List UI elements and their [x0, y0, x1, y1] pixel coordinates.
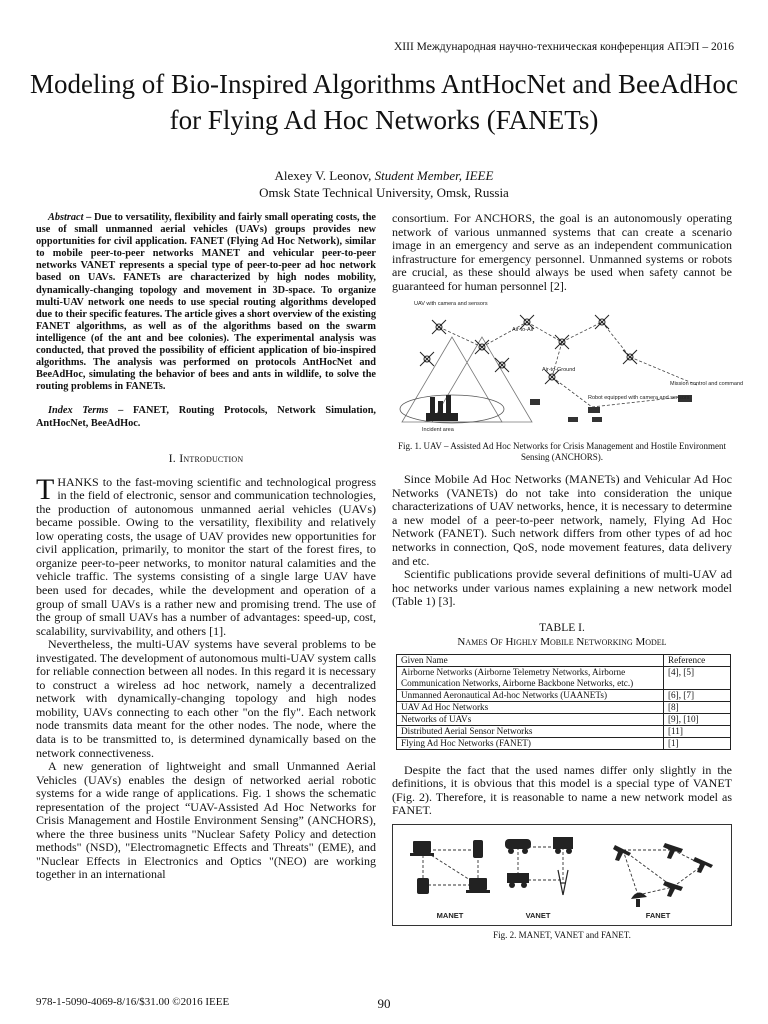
figure-1-svg [392, 297, 744, 437]
figure-2-network-types [392, 824, 732, 926]
satellite-dish-icon [631, 892, 647, 907]
index-terms-lead: Index Terms [48, 405, 109, 417]
intro-paragraph-3: A new generation of lightweight and small Unmanned Aerial Vehicles (UAVs) enables the design of networked aerial robotic systems for a wide range of applications. Fig. 1 shows the schematic representation of the project “UAV-Assisted Ad Hoc Networks for Crisis Management and Hostile Environment Sensing” (ANCHORS), where the three business units "Nuclear Safety Policy and detection methods" (NSD), "Electromagnetic Effects and Threats" (EME), and "Nuclear Effects in Electronics and Optics "(NEO) are working together in an international [36, 759, 376, 882]
table-header-cell: Reference [664, 654, 731, 666]
author-name: Alexey V. Leonov, [274, 168, 372, 183]
fig1-label-robot: Robot equipped with camera and sensors [588, 395, 690, 402]
author-role: Student Member, IEEE [374, 168, 494, 183]
table-header-cell: Given Name [397, 654, 664, 666]
fig1-label-uav: UAV with camera and sensors [414, 301, 488, 308]
intro-paragraph-2: Nevertheless, the multi-UAV systems have several problems to be investigated. The development of autonomous multi-UAV system calls for reliable connection between all nodes. In this regard it is necessary to construct a wireless ad hoc network, namely a decentralized network with dynamically-changing topology and high nodes mobility, UAVs connecting to each other "on the fly". Each network node transmits data meant for the other nodes. The node, where the data is to be transmitted to, is determined dynamically based on the network connectiveness. [36, 637, 376, 760]
firetruck-icon [507, 873, 529, 888]
section-heading-introduction: I. Introduction [168, 450, 244, 465]
fig2-label-fanet: FANET [645, 910, 671, 920]
uav-icon [663, 843, 683, 859]
right-paragraph-3: Scientific publications provide several definitions of multi-UAV ad hoc networks under various names explaining a new network model (Table 1) [3]. [392, 567, 732, 609]
table-row [397, 713, 731, 725]
intro-paragraph-1-text: HANKS to the fast-moving scientific and technological progress in the field of electronic, sensor and communication technologies, the production of autonomous unmanned aerial vehicles (UAVs) became possible. Owing to the versatility, flexibility and relatively low operating costs, the usage of UAV provides new opportunities for civil application, primarily, to monitor the start of the forest fires, to organize peer-to-peer networks, to monitor natural calamities and the vehicle traffic. The systems consisting of a single large UAV have been used for decades, while the development and operation of a group of small UAVs is a rather new and promising trend. The use of the group of small UAVs has a number of advantages: speed-up, cost, scalability, survivability, and others [1]. [36, 474, 376, 638]
figure-2-svg [393, 825, 731, 925]
fig2-label-manet: MANET [436, 910, 464, 920]
table-cell: Networks of UAVs [397, 713, 664, 725]
table-header-row [397, 654, 731, 666]
drone-icon [432, 320, 446, 334]
tablet-icon [417, 878, 429, 894]
index-terms-text: – FANET, Routing Protocols, Network Simulation, AntHocNet, BeeAdHoc. [36, 405, 376, 429]
table-cell: [9], [10] [664, 713, 731, 725]
conference-header: XIII Международная научно-техническая конференция АПЭП – 2016 [394, 41, 734, 53]
abstract-lead: Abstract [48, 212, 84, 223]
abstract [36, 212, 376, 393]
uav-icon [693, 857, 713, 873]
table-cell: [8] [664, 701, 731, 713]
fig2-label-vanet: VANET [525, 910, 551, 920]
table-row [397, 689, 731, 701]
author-line [0, 168, 768, 184]
figure-2-caption: Fig. 2. MANET, VANET and FANET. [493, 929, 631, 940]
table-cell: Airborne Networks (Airborne Telemetry Networks, Airborne Communication Networks, Airborne Backbone Networks, etc.) [397, 666, 664, 689]
right-column [392, 211, 744, 951]
laptop-icon [466, 878, 490, 893]
car-icon [505, 839, 531, 854]
laptop-icon [410, 841, 434, 856]
table-cell: [11] [664, 725, 731, 737]
paper-title: Modeling of Bio-Inspired Algorithms AntHocNet and BeeAdHoc for Flying Ad Hoc Networks (FANETs) [30, 69, 738, 135]
table-cell: UAV Ad Hoc Networks [397, 701, 664, 713]
table-title: TABLE I. [539, 621, 585, 634]
uav-icon [663, 881, 683, 897]
table-row [397, 701, 731, 713]
author-affiliation: Omsk State Technical University, Omsk, Russia [259, 185, 509, 200]
fig1-label-incident: Incident area [422, 427, 454, 434]
table-row [397, 666, 731, 689]
table-row [397, 725, 731, 737]
phone-icon [473, 840, 483, 858]
table-cell: Distributed Aerial Sensor Networks [397, 725, 664, 737]
right-paragraph-4: Despite the fact that the used names differ only slightly in the definitions, it is obvious that this model is a special type of VANET (Fig. 2). Therefore, it is reasonable to name a new network model as FANET. [392, 762, 732, 818]
figure-1-anchors-diagram [392, 297, 744, 437]
table-subtitle: Names Of Highly Mobile Networking Model [457, 635, 667, 648]
fig1-label-air-to-air: Air-to-Air [512, 327, 534, 334]
table-cell: [1] [664, 737, 731, 749]
table-cell: Flying Ad Hoc Networks (FANET) [397, 737, 664, 749]
truck-icon [553, 837, 573, 854]
page-number: 90 [377, 996, 391, 1011]
index-terms [36, 405, 376, 429]
uav-icon [613, 845, 631, 861]
left-column [36, 212, 376, 882]
table-cell: [6], [7] [664, 689, 731, 701]
names-table [396, 654, 731, 750]
table-cell: [4], [5] [664, 666, 731, 689]
table-row [397, 737, 731, 749]
drop-cap: T [36, 472, 55, 506]
intro-paragraph-1 [36, 472, 376, 639]
right-paragraph-1: consortium. For ANCHORS, the goal is an autonomously operating network of various unmanned systems that can create a scenario image in an emergency and serve as an independent communication infrastructure for emergency personnel. Unmanned systems or robots are crucial, as these should always be used when safety cannot be guaranteed for human personnel [2]. [392, 211, 732, 293]
abstract-text: – Due to versatility, flexibility and fairly small operating costs, the use of small unmanned aerial vehicles (UAVs) groups provides new opportunities for civil application. FANET (Flying Ad Hoc Network), similar to mobile peer-to-peer networks MANET and vehicular peer-to-peer networks VANET represents a special type of peer-to-peer ad hoc network based on UAVs. FANETs are characterized by high nodes mobility, dynamically-changing topology and movement in 3D-space. To organize multi-UAV network one needs to use special routing algorithms developed due to their specific features. The article gives a short overview of the existing FANET algorithms, as well as of the algorithms based on the swarm intelligence (of the ant and bee colonies). The experimental analysis was conducted, that proved the possibility of efficient application of bio-inspired algorithms. The analysis was performed on protocols AntHocNet and BeeAdHoc, simulating the behavior of bees and ants in wildlife, to solve the routing problems in FANETs. [36, 212, 376, 393]
table-cell: Unmanned Aeronautical Ad-hoc Networks (UAANETs) [397, 689, 664, 701]
figure-1-caption: Fig. 1. UAV – Assisted Ad Hoc Networks for Crisis Management and Hostile Environment Sensing (ANCHORS). [398, 441, 726, 463]
fig1-label-mission: Mission control and command [670, 381, 744, 388]
footer-copyright: 978-1-5090-4069-8/16/$31.00 ©2016 IEEE [36, 996, 230, 1008]
fig1-label-air-to-ground: Air-to-Ground [542, 367, 576, 374]
right-paragraph-2: Since Mobile Ad Hoc Networks (MANETs) and Vehicular Ad Hoc Networks (VANETs) do not take into consideration the unique characterizations of UAV networks, hence, it is necessary to determine a new model of a peer-to-peer network, namely, Flying Ad Hoc Network (FANET). Such network differs from other types of ad hoc networks in connection, QoS, node movement features, data delivery and etc. [392, 472, 732, 568]
